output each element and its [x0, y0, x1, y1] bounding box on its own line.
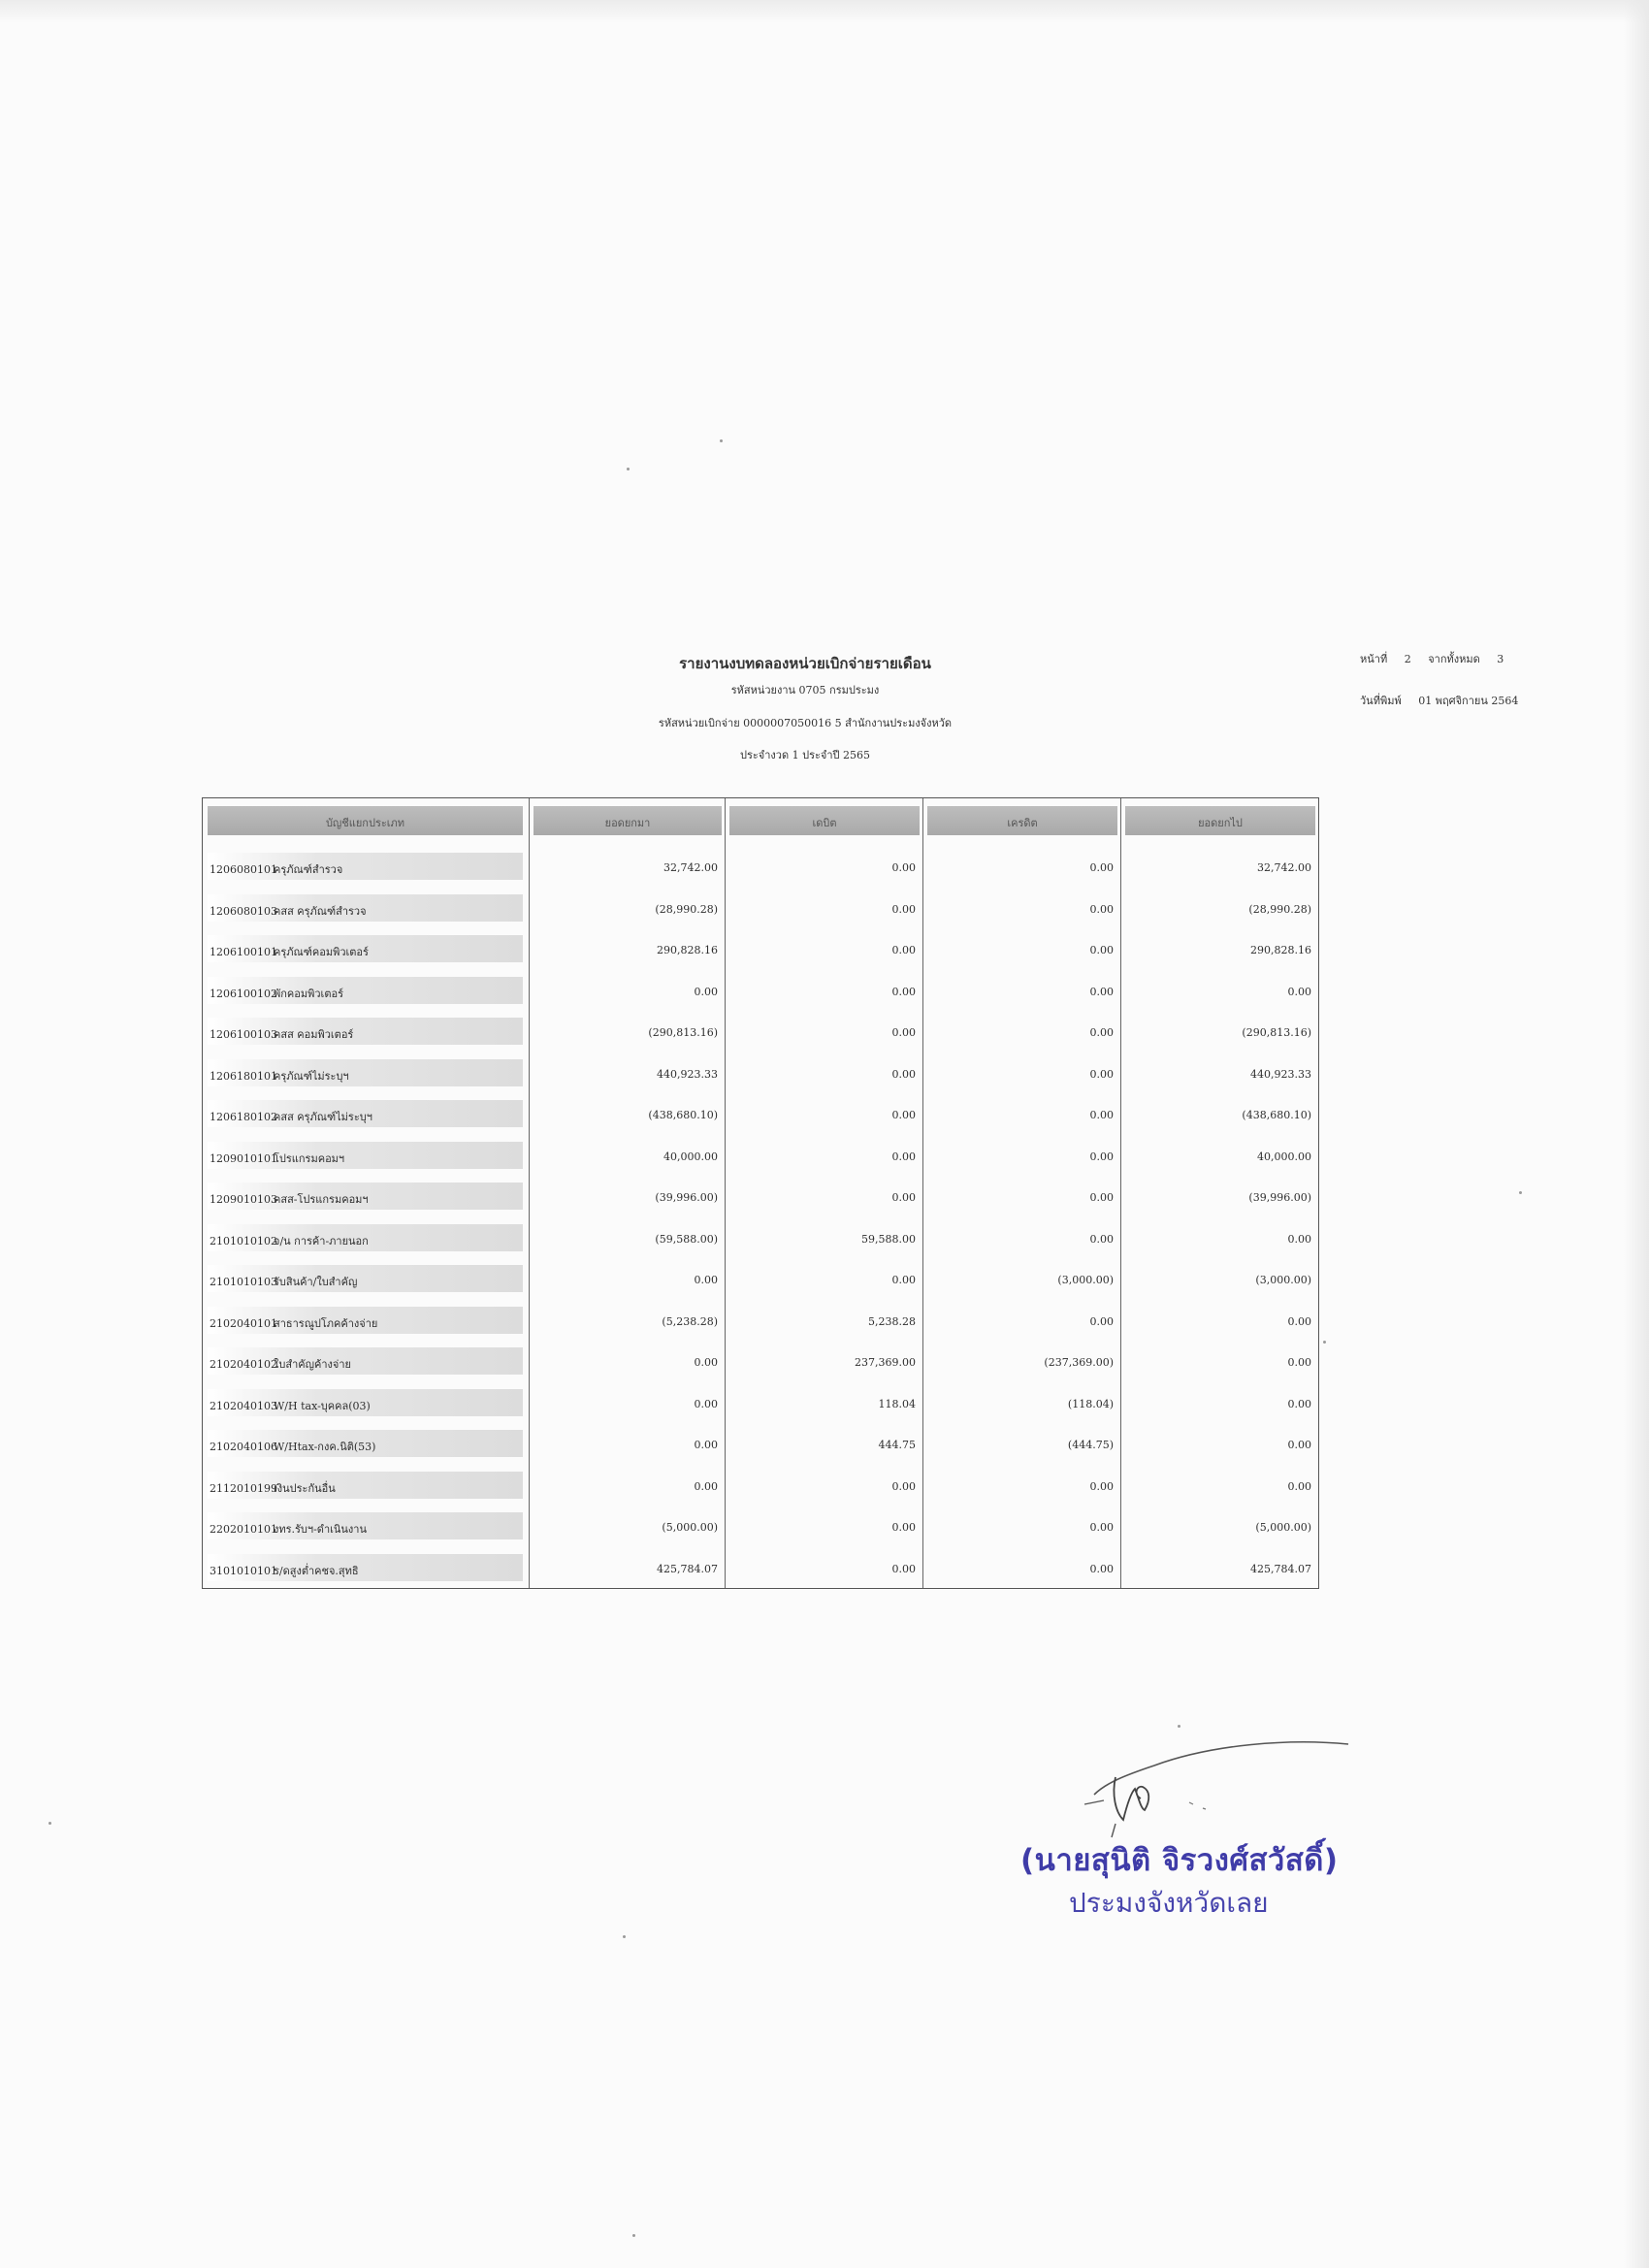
brought-forward-cell: (5,000.00): [662, 1521, 718, 1534]
print-date-row: [1360, 691, 1518, 732]
account-name: จ/น การค้า-ภายนอก: [274, 1234, 369, 1247]
credit-cell: 0.00: [1089, 1026, 1114, 1039]
credit-cell: 0.00: [1089, 902, 1114, 916]
account-code: 1206180102: [210, 1111, 277, 1123]
debit-cell: 0.00: [891, 902, 916, 916]
table-row: [726, 1220, 923, 1262]
table-row: [530, 973, 726, 1015]
debit-cell: 0.00: [891, 1562, 916, 1575]
header-debit: เดบิต: [729, 806, 920, 835]
table-row: [203, 1508, 529, 1550]
table-row: [530, 1426, 726, 1468]
account-name: W/H tax-บุคคล(03): [274, 1399, 371, 1412]
credit-cell: 0.00: [1089, 1314, 1114, 1328]
carried-forward-cell: 32,742.00: [1257, 861, 1311, 874]
account-name: คสส ครุภัณฑ์ไม่ระบุฯ: [274, 1111, 372, 1123]
table-row: [203, 1138, 529, 1180]
table-row: [923, 973, 1121, 1015]
table-row: [530, 931, 726, 973]
credit-cell: (444.75): [1067, 1439, 1114, 1451]
table-row: [726, 1261, 923, 1303]
account-cell: [208, 935, 523, 962]
account-cell: [208, 1472, 523, 1499]
account-cell: [208, 1389, 523, 1416]
account-code: 2102040106: [210, 1441, 277, 1453]
table-row: [1121, 1468, 1319, 1509]
table-row: [203, 891, 529, 932]
agency-line: รหัสหน่วยงาน 0705 กรมประมง: [730, 684, 880, 697]
page-label: หน้าที่: [1360, 653, 1388, 665]
credit-cell: (237,369.00): [1044, 1356, 1114, 1369]
table-row: [923, 1303, 1121, 1345]
table-row: [530, 849, 726, 891]
table-row: [203, 1303, 529, 1345]
page-info: [1360, 649, 1518, 731]
table-row: [530, 1303, 726, 1345]
table-row: [1121, 1344, 1319, 1385]
credit-cell: 0.00: [1089, 1191, 1114, 1204]
table-row: [203, 1014, 529, 1055]
debit-cell: 5,238.28: [868, 1314, 916, 1328]
table-row: [923, 1138, 1121, 1180]
table-row: [1121, 1550, 1319, 1592]
carried-forward-cell: 0.00: [1287, 1479, 1311, 1493]
account-cell: [208, 1059, 523, 1086]
carried-forward-cell: 440,923.33: [1250, 1067, 1311, 1081]
account-code: 1209010103: [210, 1193, 277, 1206]
table-row: [530, 1550, 726, 1592]
debit-cell: 444.75: [878, 1439, 916, 1451]
table-row: [203, 973, 529, 1015]
carried-forward-cell: (28,990.28): [1248, 902, 1311, 916]
account-name: ครุภัณฑ์ไม่ระบุฯ: [274, 1069, 349, 1083]
scan-speck: [623, 1935, 626, 1938]
debit-cell: 118.04: [878, 1397, 916, 1410]
table-row: [530, 1468, 726, 1509]
carried-forward-cell: (5,000.00): [1255, 1521, 1311, 1534]
header-credit: เครดิต: [927, 806, 1117, 835]
signer-position: ประมงจังหวัดเลย: [1069, 1887, 1269, 1919]
credit-cell: (3,000.00): [1057, 1274, 1114, 1286]
header-account: บัญชีแยกประเภท: [208, 806, 523, 835]
table-row: [530, 1014, 726, 1055]
credit-cell: 0.00: [1089, 861, 1114, 874]
table-row: [726, 1426, 923, 1468]
table-row: [923, 1261, 1121, 1303]
account-code: 2112010199: [210, 1481, 277, 1495]
table-row: [1121, 1014, 1319, 1055]
table-row: [1121, 1303, 1319, 1345]
debit-cell: 0.00: [891, 861, 916, 874]
table-row: [1121, 849, 1319, 891]
debit-cell: 0.00: [891, 1521, 916, 1534]
disbursing-unit-line: รหัสหน่วยเบิกจ่าย 0000007050016 5 สำนักงานประมงจังหวัด: [658, 717, 953, 729]
report-header: [572, 652, 1038, 763]
page-number: 2: [1404, 653, 1411, 665]
print-date-label: วันที่พิมพ์: [1360, 694, 1402, 707]
carried-forward-cell: (438,680.10): [1242, 1109, 1311, 1121]
credit-cell: 0.00: [1089, 1150, 1114, 1163]
signature-mark: [970, 1727, 1358, 1843]
brought-forward-cell: (290,813.16): [648, 1026, 718, 1039]
table-row: [203, 849, 529, 891]
period-line: ประจำงวด 1 ประจำปี 2565: [740, 749, 870, 761]
table-row: [1121, 891, 1319, 932]
carried-forward-cell: (290,813.16): [1242, 1026, 1311, 1039]
table-row: [203, 1426, 529, 1468]
table-row: [1121, 1220, 1319, 1262]
account-cell: [208, 1100, 523, 1127]
account-cell: [208, 894, 523, 922]
table-row: [1121, 1055, 1319, 1097]
scan-speck: [48, 1822, 51, 1825]
account-code: 1206100103: [210, 1028, 277, 1041]
debit-cell: 0.00: [891, 1026, 916, 1039]
table-row: [530, 1220, 726, 1262]
account-cell: [208, 977, 523, 1004]
brought-forward-column: [529, 798, 726, 1588]
account-code: 2101010102: [210, 1234, 277, 1247]
table-row: [1121, 1138, 1319, 1180]
brought-forward-cell: 0.00: [694, 1356, 718, 1369]
table-row: [530, 1261, 726, 1303]
credit-cell: 0.00: [1089, 1109, 1114, 1121]
debit-cell: 0.00: [891, 985, 916, 998]
table-row: [726, 1303, 923, 1345]
table-row: [923, 1550, 1121, 1592]
brought-forward-cell: (59,588.00): [655, 1232, 718, 1246]
account-name: คสส-โปรแกรมคอมฯ: [274, 1193, 369, 1206]
scan-speck: [632, 2234, 635, 2237]
debit-cell: 0.00: [891, 1479, 916, 1493]
account-name: W/Htax-กงค.นิติ(53): [274, 1441, 376, 1453]
carried-forward-cell: 0.00: [1287, 1356, 1311, 1369]
brought-forward-cell: 440,923.33: [657, 1067, 718, 1081]
credit-cell: 0.00: [1089, 1479, 1114, 1493]
carried-forward-cell: 40,000.00: [1257, 1150, 1311, 1163]
scan-speck: [627, 468, 630, 470]
table-row: [923, 1220, 1121, 1262]
account-cell: [208, 1512, 523, 1539]
table-row: [203, 1385, 529, 1427]
total-pages: 3: [1497, 653, 1504, 665]
table-row: [923, 1096, 1121, 1138]
account-code: 2101010103: [210, 1276, 277, 1288]
table-row: [923, 1385, 1121, 1427]
table-row: [726, 973, 923, 1015]
table-row: [203, 1550, 529, 1592]
account-code: 1209010101: [210, 1151, 277, 1165]
carried-forward-column: [1120, 798, 1319, 1588]
debit-cell: 237,369.00: [855, 1356, 916, 1369]
page-number-row: [1360, 649, 1518, 691]
table-row: [923, 1426, 1121, 1468]
account-name: เงินประกันอื่น: [274, 1481, 336, 1495]
account-code: 1206100102: [210, 987, 277, 1000]
brought-forward-cell: 0.00: [694, 1439, 718, 1451]
table-row: [726, 1014, 923, 1055]
trial-balance-table: [202, 797, 1319, 1589]
header-carried-forward: ยอดยกไป: [1125, 806, 1315, 835]
credit-cell: 0.00: [1089, 1232, 1114, 1246]
credit-rows: [923, 849, 1121, 1591]
table-row: [1121, 1096, 1319, 1138]
account-code: 1206100101: [210, 946, 277, 958]
table-row: [923, 1014, 1121, 1055]
debit-rows: [726, 849, 923, 1591]
table-row: [923, 891, 1121, 932]
scan-shadow-top: [0, 0, 1649, 23]
header-brought-forward: ยอดยกมา: [534, 806, 722, 835]
brought-forward-cell: (28,990.28): [655, 902, 718, 916]
table-row: [726, 1344, 923, 1385]
table-row: [923, 1468, 1121, 1509]
account-cell: [208, 1018, 523, 1045]
table-row: [923, 1179, 1121, 1220]
account-code: 2102040101: [210, 1316, 277, 1330]
account-code: 1206080101: [210, 863, 277, 876]
table-row: [726, 1179, 923, 1220]
table-row: [1121, 1179, 1319, 1220]
account-cell: [208, 1224, 523, 1251]
account-code: 2102040102: [210, 1358, 277, 1371]
table-row: [530, 1096, 726, 1138]
table-row: [1121, 1426, 1319, 1468]
carried-forward-cell: 0.00: [1287, 985, 1311, 998]
brought-forward-cell: 0.00: [694, 1479, 718, 1493]
account-code: 1206180101: [210, 1069, 277, 1083]
table-row: [203, 1179, 529, 1220]
credit-column: [922, 798, 1121, 1588]
table-row: [726, 1055, 923, 1097]
debit-cell: 59,588.00: [861, 1232, 916, 1246]
table-row: [530, 1385, 726, 1427]
credit-cell: 0.00: [1089, 1067, 1114, 1081]
total-label: จากทั้งหมด: [1428, 653, 1480, 665]
account-cell: [208, 1347, 523, 1375]
table-row: [923, 849, 1121, 891]
signer-name: (นายสุนิติ จิรวงศ์สวัสดิ์): [1020, 1843, 1339, 1878]
table-row: [203, 1096, 529, 1138]
table-row: [726, 1468, 923, 1509]
account-name: คสส คอมพิวเตอร์: [274, 1028, 354, 1041]
table-row: [923, 1055, 1121, 1097]
credit-cell: (118.04): [1067, 1397, 1114, 1410]
table-row: [203, 931, 529, 973]
debit-cell: 0.00: [891, 1274, 916, 1286]
table-row: [726, 849, 923, 891]
debit-cell: 0.00: [891, 1067, 916, 1081]
brought-forward-cell: 0.00: [694, 985, 718, 998]
brought-forward-cell: 40,000.00: [663, 1150, 718, 1163]
carried-forward-cell: 425,784.07: [1250, 1562, 1311, 1575]
account-name: งทร.รับฯ-ดำเนินงาน: [274, 1523, 367, 1536]
table-row: [530, 1138, 726, 1180]
table-row: [1121, 973, 1319, 1015]
account-cell: [208, 1142, 523, 1169]
table-row: [530, 1344, 726, 1385]
signature-block: [970, 1727, 1358, 1930]
table-row: [726, 891, 923, 932]
account-name: โปรแกรมคอมฯ: [274, 1151, 345, 1165]
carried-forward-cell: 0.00: [1287, 1397, 1311, 1410]
scan-speck: [1519, 1191, 1522, 1194]
account-cell: [208, 1430, 523, 1457]
print-date: 01 พฤศจิกายน 2564: [1418, 694, 1519, 707]
account-name: ร/ดสูงต่ำคชจ.สุทธิ: [274, 1564, 359, 1577]
account-cell: [208, 1554, 523, 1581]
account-code: 3101010101: [210, 1564, 277, 1577]
table-row: [203, 1055, 529, 1097]
carried-forward-cell: (39,996.00): [1248, 1191, 1311, 1204]
carried-forward-rows: [1121, 849, 1319, 1591]
brought-forward-cell: 425,784.07: [657, 1562, 718, 1575]
brought-forward-rows: [530, 849, 726, 1591]
carried-forward-cell: 0.00: [1287, 1439, 1311, 1451]
account-cell: [208, 1183, 523, 1210]
account-name: พักคอมพิวเตอร์: [274, 987, 343, 1000]
brought-forward-cell: (438,680.10): [648, 1109, 718, 1121]
table-row: [726, 1385, 923, 1427]
brought-forward-cell: 290,828.16: [657, 944, 718, 956]
table-row: [726, 931, 923, 973]
brought-forward-cell: (39,996.00): [655, 1191, 718, 1204]
account-code: 2102040103: [210, 1399, 277, 1412]
table-row: [726, 1138, 923, 1180]
account-cell: [208, 1265, 523, 1292]
brought-forward-cell: (5,238.28): [662, 1314, 718, 1328]
debit-cell: 0.00: [891, 944, 916, 956]
report-title: รายงานงบทดลองหน่วยเบิกจ่ายรายเดือน: [679, 655, 931, 672]
table-row: [726, 1550, 923, 1592]
brought-forward-cell: 32,742.00: [663, 861, 718, 874]
carried-forward-cell: 0.00: [1287, 1314, 1311, 1328]
table-row: [726, 1508, 923, 1550]
debit-column: [725, 798, 923, 1588]
table-row: [726, 1096, 923, 1138]
table-row: [203, 1220, 529, 1262]
table-row: [530, 891, 726, 932]
account-code: 2202010101: [210, 1523, 277, 1536]
carried-forward-cell: (3,000.00): [1255, 1274, 1311, 1286]
account-name: ครุภัณฑ์คอมพิวเตอร์: [274, 946, 369, 958]
credit-cell: 0.00: [1089, 1521, 1114, 1534]
table-row: [923, 1344, 1121, 1385]
scan-speck: [1323, 1341, 1326, 1344]
account-cell: [208, 853, 523, 880]
account-name: ใบสำคัญค้างจ่าย: [274, 1358, 351, 1371]
table-row: [923, 931, 1121, 973]
table-row: [203, 1468, 529, 1509]
scan-shadow-right: [1624, 0, 1649, 2268]
brought-forward-cell: 0.00: [694, 1274, 718, 1286]
table-row: [530, 1055, 726, 1097]
account-name: สาธารณูปโภคค้างจ่าย: [274, 1316, 378, 1330]
table-row: [1121, 931, 1319, 973]
account-rows: [203, 849, 529, 1591]
table-row: [530, 1179, 726, 1220]
credit-cell: 0.00: [1089, 944, 1114, 956]
carried-forward-cell: 0.00: [1287, 1232, 1311, 1246]
table-row: [1121, 1508, 1319, 1550]
table-row: [923, 1508, 1121, 1550]
account-name: รับสินค้า/ใบสำคัญ: [274, 1276, 358, 1288]
table-row: [530, 1508, 726, 1550]
table-row: [1121, 1385, 1319, 1427]
credit-cell: 0.00: [1089, 985, 1114, 998]
brought-forward-cell: 0.00: [694, 1397, 718, 1410]
account-name: ครุภัณฑ์สำรวจ: [274, 863, 343, 876]
account-name: คสส ครุภัณฑ์สำรวจ: [274, 904, 367, 918]
account-cell: [208, 1307, 523, 1334]
credit-cell: 0.00: [1089, 1562, 1114, 1575]
table-row: [203, 1261, 529, 1303]
account-code: 1206080103: [210, 904, 277, 918]
table-row: [203, 1344, 529, 1385]
carried-forward-cell: 290,828.16: [1250, 944, 1311, 956]
debit-cell: 0.00: [891, 1191, 916, 1204]
table-row: [1121, 1261, 1319, 1303]
debit-cell: 0.00: [891, 1109, 916, 1121]
scan-speck: [720, 439, 723, 442]
account-column: [203, 798, 529, 1588]
debit-cell: 0.00: [891, 1150, 916, 1163]
